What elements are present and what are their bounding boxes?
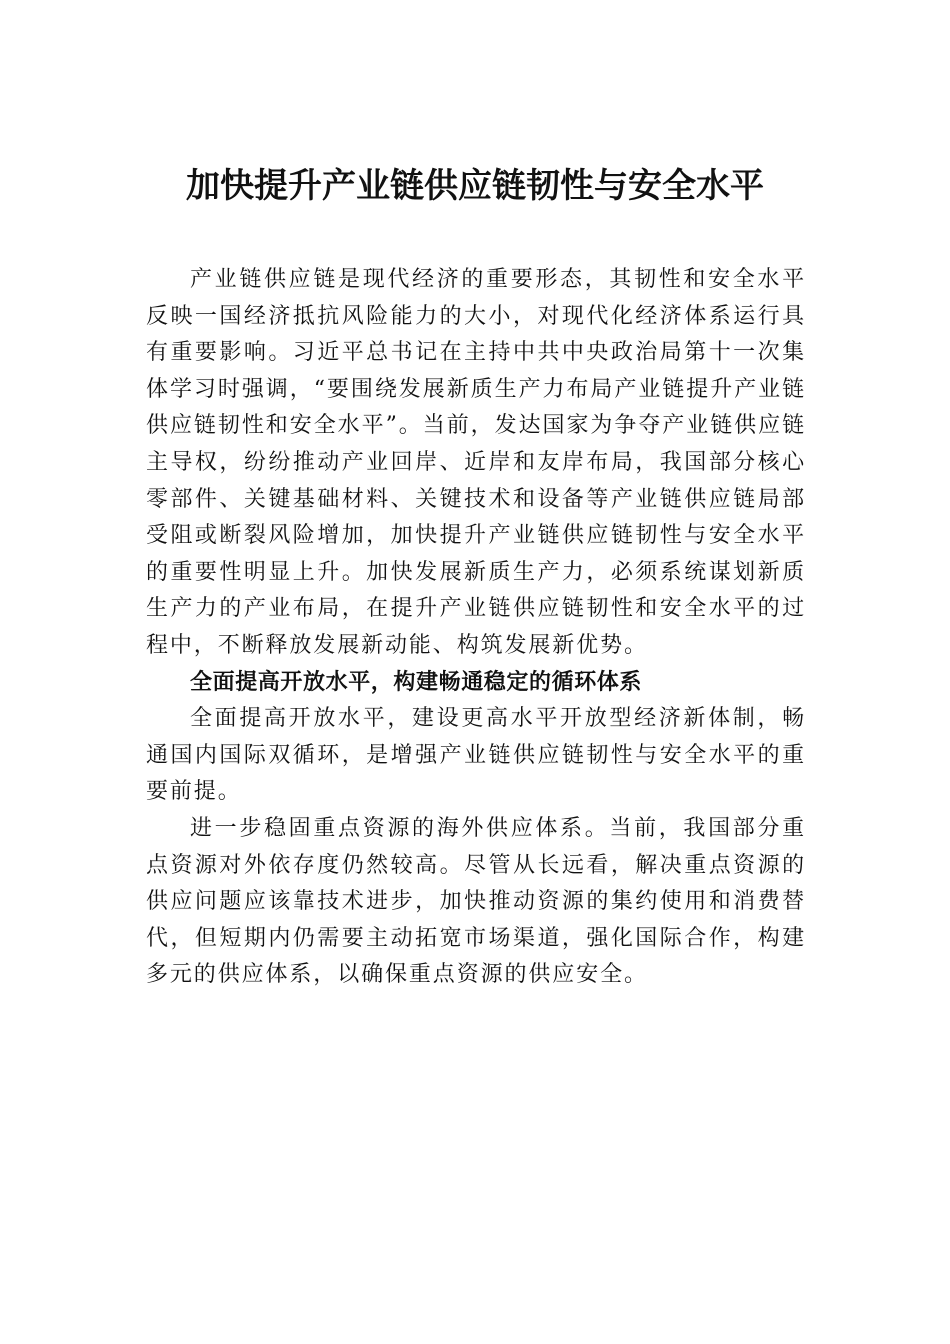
paragraph-intro: 产业链供应链是现代经济的重要形态，其韧性和安全水平反映一国经济抵抗风险能力的大小，对现代化经济体系运行具有重要影响。习近平总书记在主持中共中央政治局第十一次集体学习时强调，“要围绕发展新质生产力布局产业链提升产业链供应链韧性和安全水平”。当前，发达国家为争夺产业链供应链主导权，纷纷推动产业回岸、近岸和友岸布局，我国部分核心零部件、关键基础材料、关键技术和设备等产业链供应链局部受阻或断裂风险增加，加快提升产业链供应链韧性与安全水平的重要性明显上升。加快发展新质生产力，必须系统谋划新质生产力的产业布局，在提升产业链供应链韧性和安全水平的过程中，不断释放发展新动能、构筑发展新优势。 — [146, 267, 806, 658]
paragraph-resources: 进一步稳固重点资源的海外供应体系。当前，我国部分重点资源对外依存度仍然较高。尽管从长远看，解决重点资源的供应问题应该靠技术进步，加快推动资源的集约使用和消费替代，但短期内仍需要主动拓宽市场渠道，强化国际合作，构建多元的供应体系，以确保重点资源的供应安全。 — [146, 815, 806, 988]
paragraph-opening: 全面提高开放水平，建设更高水平开放型经济新体制，畅通国内国际双循环，是增强产业链供应链韧性与安全水平的重要前提。 — [146, 706, 806, 805]
document-title: 加快提升产业链供应链韧性与安全水平 — [186, 166, 764, 206]
document-body — [146, 262, 806, 994]
section-heading: 全面提高开放水平，构建畅通稳定的循环体系 — [190, 669, 643, 695]
